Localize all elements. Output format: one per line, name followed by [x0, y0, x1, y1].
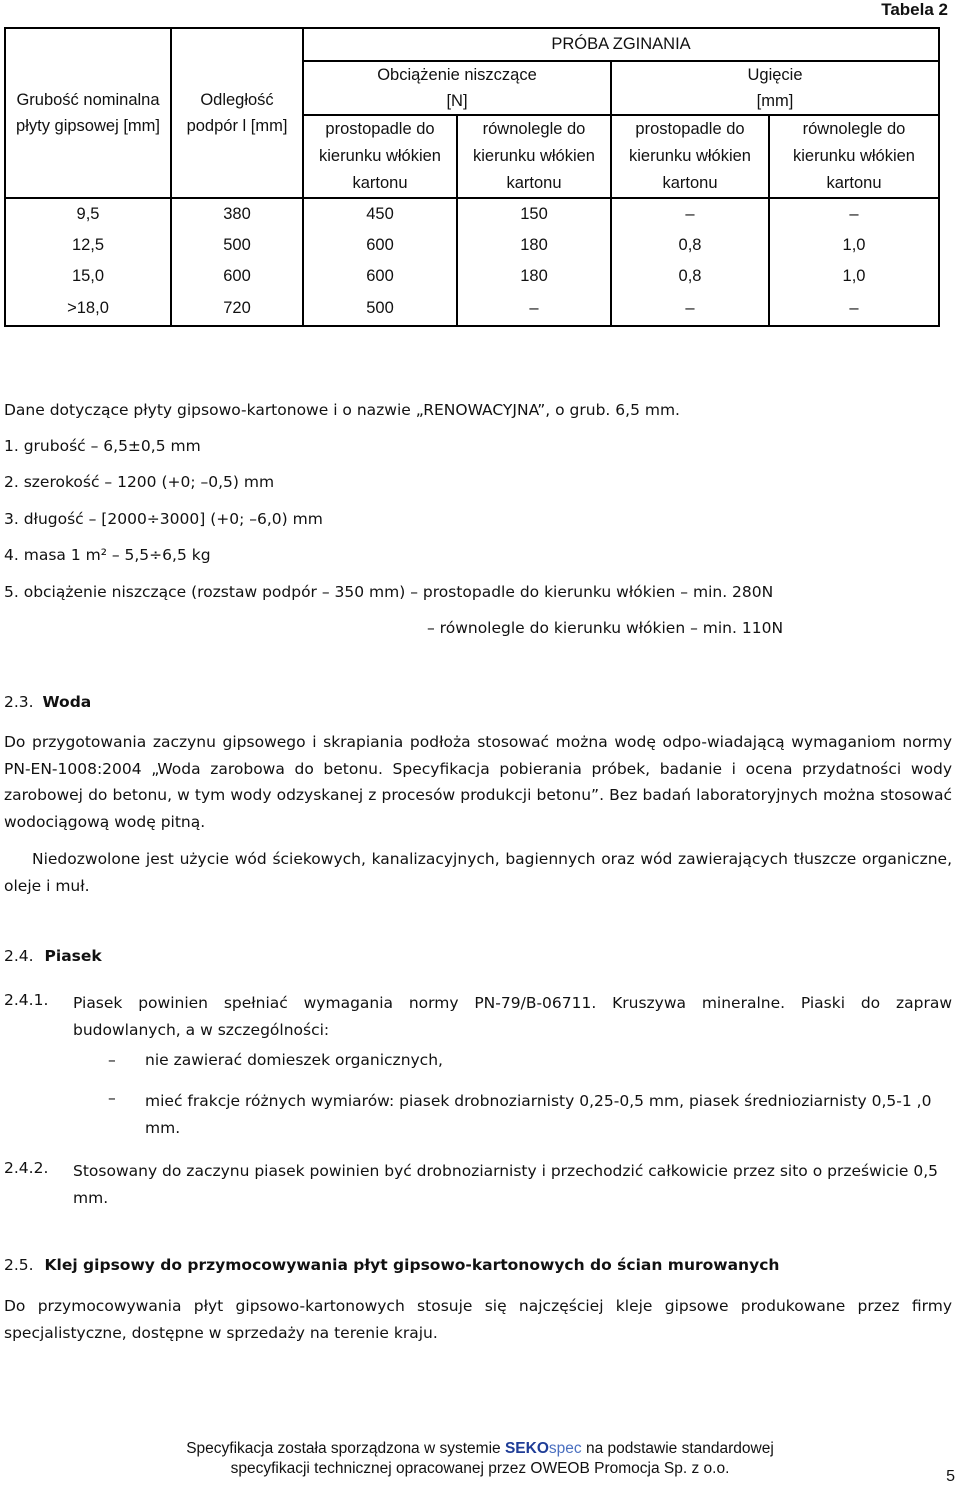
header-obciazenie	[303, 61, 611, 115]
klej-title: Klej gipsowy do przymocowywania płyt gipsowo-kartonowych do ścian murowanych	[44, 1256, 780, 1274]
renowacyjna-item-5: 5. obciążenie niszczące (rozstaw podpór – 350 mm) – prostopadle do kierunku włókien – min. 280N	[4, 583, 774, 601]
table-cell: 0,8	[611, 261, 769, 292]
renowacyjna-item-5b: – równolegle do kierunku włókien – min. 110N	[427, 619, 784, 637]
header-obciazenie-unit: [N]	[446, 92, 468, 110]
woda-title: Woda	[42, 693, 92, 711]
table-cell: 180	[457, 230, 611, 261]
header-odleglosc: Odległość podpór l [mm]	[171, 28, 303, 198]
table-row	[5, 198, 939, 230]
renowacyjna-item-4: 4. masa 1 m² – 5,5÷6,5 kg	[4, 546, 211, 564]
piasek-s1-text: Piasek powinien spełniać wymagania normy PN-79/B-06711. Kruszywa mineralne. Piaski do zapraw budowlanych, a w szczególności:	[73, 994, 952, 1039]
footer-line-2: specyfikacji technicznej opracowanej przez OWEOB Promocja Sp. z o.o.	[230, 1460, 730, 1477]
table-cell: 12,5	[5, 230, 171, 261]
table-cell: 9,5	[5, 198, 171, 230]
woda-paragraph-2: Niedozwolone jest użycie wód ściekowych, kanalizacyjnych, bagiennych oraz wód zawierających tłuszcze organiczne, oleje i muł.	[4, 850, 952, 895]
footer-line-1-pre: Specyfikacja została sporządzona w systemie	[186, 1440, 501, 1457]
header-proba: PRÓBA ZGINANIA	[303, 28, 939, 61]
header-obc-prostopadle: prostopadle do kierunku włókien kartonu	[303, 115, 457, 198]
table-cell: –	[457, 292, 611, 326]
header-ugiecie	[611, 61, 939, 115]
table-cell: –	[611, 292, 769, 326]
renowacyjna-item-3: 3. długość – [2000÷3000] (+0; –6,0) mm	[4, 510, 323, 528]
table-cell: 0,8	[611, 230, 769, 261]
table-label: Tabela 2	[881, 0, 948, 19]
piasek-bullet-2-mark: –	[108, 1089, 116, 1107]
table-cell: 600	[171, 261, 303, 292]
header-obc-rownolegle: równolegle do kierunku włókien kartonu	[457, 115, 611, 198]
header-ugiecie-label: Ugięcie	[747, 66, 803, 84]
table-row	[5, 261, 939, 292]
piasek-s1-number: 2.4.1.	[4, 991, 49, 1009]
piasek-s2-text: Stosowany do zaczynu piasek powinien być drobnoziarnisty i przechodzić całkowicie przez sito o prześwicie 0,5 mm.	[73, 1162, 939, 1207]
woda-paragraph-1: Do przygotowania zaczynu gipsowego i skrapiania podłoża stosować można wodę odpo-wiadającą wymaganiom normy PN-EN-1008:2004 „Woda zarobowa do betonu. Specyfikacja pobierania próbek, badanie i ocena przydatności wody zarobowej do betonu, w tym wody odzyskanej z procesów produkcji betonu”. Bez badań laboratoryjnych można stosować wodociągową wodę pitną.	[4, 733, 952, 831]
table-cell: 500	[303, 292, 457, 326]
piasek-bullet-2: mieć frakcje różnych wymiarów: piasek drobnoziarnisty 0,25-0,5 mm, piasek średnioziarnisty 0,5-1 ,0 mm.	[145, 1092, 932, 1137]
piasek-bullet-1: nie zawierać domieszek organicznych,	[145, 1051, 443, 1069]
piasek-bullet-1-mark: –	[108, 1051, 116, 1069]
table-cell: 500	[171, 230, 303, 261]
footer-line-1	[0, 1439, 960, 1459]
piasek-number: 2.4.	[4, 947, 34, 965]
table-cell: 150	[457, 198, 611, 230]
table-cell: 180	[457, 261, 611, 292]
table-cell: 600	[303, 261, 457, 292]
table-row	[5, 230, 939, 261]
klej-paragraph: Do przymocowywania płyt gipsowo-kartonowych stosuje się najczęściej kleje gipsowe produkowane przez firmy specjalistyczne, dostępne w sprzedaży na terenie kraju.	[4, 1297, 952, 1342]
table-cell: 380	[171, 198, 303, 230]
renowacyjna-item-1: 1. grubość – 6,5±0,5 mm	[4, 437, 201, 455]
table-cell: 1,0	[769, 261, 939, 292]
brand-spec: spec	[548, 1440, 582, 1457]
piasek-title: Piasek	[44, 947, 102, 965]
table-cell: 15,0	[5, 261, 171, 292]
piasek-heading	[4, 946, 102, 966]
header-obciazenie-label: Obciążenie niszczące	[377, 66, 537, 84]
table-row	[5, 292, 939, 326]
renowacyjna-item-2: 2. szerokość – 1200 (+0; –0,5) mm	[4, 473, 275, 491]
table-cell: 600	[303, 230, 457, 261]
table-cell: 720	[171, 292, 303, 326]
brand-seko: SEKO	[504, 1440, 549, 1457]
klej-number: 2.5.	[4, 1256, 34, 1274]
header-ug-prostopadle: prostopadle do kierunku włókien kartonu	[611, 115, 769, 198]
header-ug-rownolegle: równolegle do kierunku włókien kartonu	[769, 115, 939, 198]
table-cell: >18,0	[5, 292, 171, 326]
footer-line-1-post: na podstawie standardowej	[585, 1440, 774, 1457]
woda-number: 2.3.	[4, 693, 34, 711]
woda-heading	[4, 692, 91, 712]
bending-test-table	[4, 27, 940, 327]
table-cell: –	[611, 198, 769, 230]
page-number: 5	[946, 1468, 955, 1485]
header-grubosc: Grubość nominalna płyty gipsowej [mm]	[5, 28, 171, 198]
table-cell: 1,0	[769, 230, 939, 261]
header-ugiecie-unit: [mm]	[756, 92, 794, 110]
table-cell: –	[769, 292, 939, 326]
piasek-s2-number: 2.4.2.	[4, 1159, 49, 1177]
renowacyjna-intro: Dane dotyczące płyty gipsowo-kartonowe i o nazwie „RENOWACYJNA”, o grub. 6,5 mm.	[4, 401, 680, 419]
sekospec-logo	[505, 1440, 582, 1457]
table-cell: 450	[303, 198, 457, 230]
table-cell: –	[769, 198, 939, 230]
klej-heading	[4, 1255, 779, 1275]
